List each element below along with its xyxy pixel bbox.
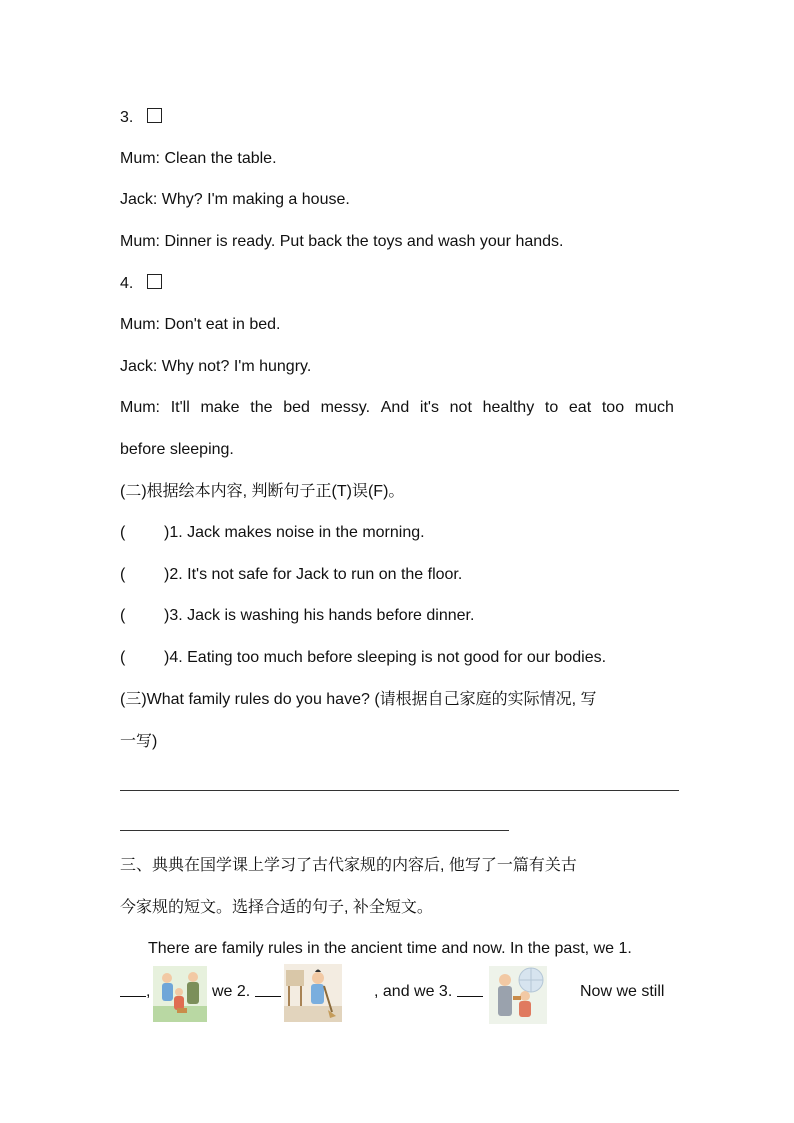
child-sweeping-picture-icon [284, 964, 342, 1022]
and-we-3-label: , and we 3. [374, 983, 453, 1000]
passage-now-we-still: Now we still [580, 983, 665, 1000]
dialogue-line: Mum: Clean the table. [120, 150, 277, 167]
dialogue-line-justified [120, 398, 674, 418]
item-text: )1. Jack makes noise in the morning. [164, 524, 425, 541]
blank-2 [212, 982, 281, 1002]
answer-blank[interactable]: ( [120, 607, 126, 624]
section-3-heading-cont: 一写) [120, 733, 158, 750]
answer-blank[interactable]: ( [120, 524, 126, 541]
dialogue-3-header [120, 108, 162, 128]
dialogue-line: Mum: Dinner is ready. Put back the toys and wash your hands. [120, 233, 564, 250]
comma: , [146, 983, 151, 1000]
passage-line: There are family rules in the ancient time and now. In the past, we 1. [148, 940, 632, 957]
dialogue-line: Mum: Don't eat in bed. [120, 316, 281, 333]
word: Mum: [120, 399, 160, 416]
writing-line[interactable] [120, 790, 679, 791]
dialogue-4-header [120, 274, 162, 294]
word: make [200, 399, 240, 416]
word: much [634, 399, 674, 416]
word: healthy [482, 399, 535, 416]
true-false-item [120, 648, 606, 668]
part-3-heading-cont: 今家规的短文。选择合适的句子, 补全短文。 [120, 899, 433, 916]
fill-blank[interactable] [120, 982, 146, 997]
word: And [380, 399, 410, 416]
dialogue-line: Jack: Why? I'm making a house. [120, 191, 350, 208]
item-text: )3. Jack is washing his hands before dinner. [164, 607, 475, 624]
word: to [544, 399, 559, 416]
word: messy. [320, 399, 371, 416]
true-false-item [120, 565, 462, 585]
children-bowing-picture-icon [153, 966, 207, 1022]
answer-blank[interactable]: ( [120, 566, 126, 583]
dialogue-line: before sleeping. [120, 441, 234, 458]
fill-blank[interactable] [457, 982, 483, 997]
true-false-item [120, 606, 474, 626]
answer-blank[interactable]: ( [120, 649, 126, 666]
item-text: )4. Eating too much before sleeping is not good for our bodies. [164, 649, 607, 666]
word: eat [568, 399, 592, 416]
child-serving-elder-picture-icon [489, 966, 547, 1024]
word: not [449, 399, 472, 416]
we-2-label: we 2. [212, 983, 251, 1000]
dialogue-line: Jack: Why not? I'm hungry. [120, 358, 312, 375]
blank-1 [120, 982, 150, 1002]
word: bed [283, 399, 310, 416]
dialogue-number: 4. [120, 275, 134, 292]
answer-checkbox[interactable] [147, 274, 162, 289]
true-false-item [120, 523, 425, 543]
item-text: )2. It's not safe for Jack to run on the floor. [164, 566, 463, 583]
word: the [250, 399, 273, 416]
dialogue-number: 3. [120, 109, 134, 126]
part-3-heading: 三、典典在国学课上学习了古代家规的内容后, 他写了一篇有关古 [120, 857, 577, 874]
word: it's [419, 399, 439, 416]
answer-checkbox[interactable] [147, 108, 162, 123]
section-3-heading: (三)What family rules do you have? (请根据自己家庭的实际情况, 写 [120, 691, 597, 708]
word: too [601, 399, 625, 416]
fill-blank[interactable] [255, 982, 281, 997]
section-2-heading: (二)根据绘本内容, 判断句子正(T)误(F)。 [120, 483, 405, 500]
writing-line[interactable] [120, 830, 509, 831]
blank-3 [374, 982, 483, 1002]
word: It'll [170, 399, 190, 416]
